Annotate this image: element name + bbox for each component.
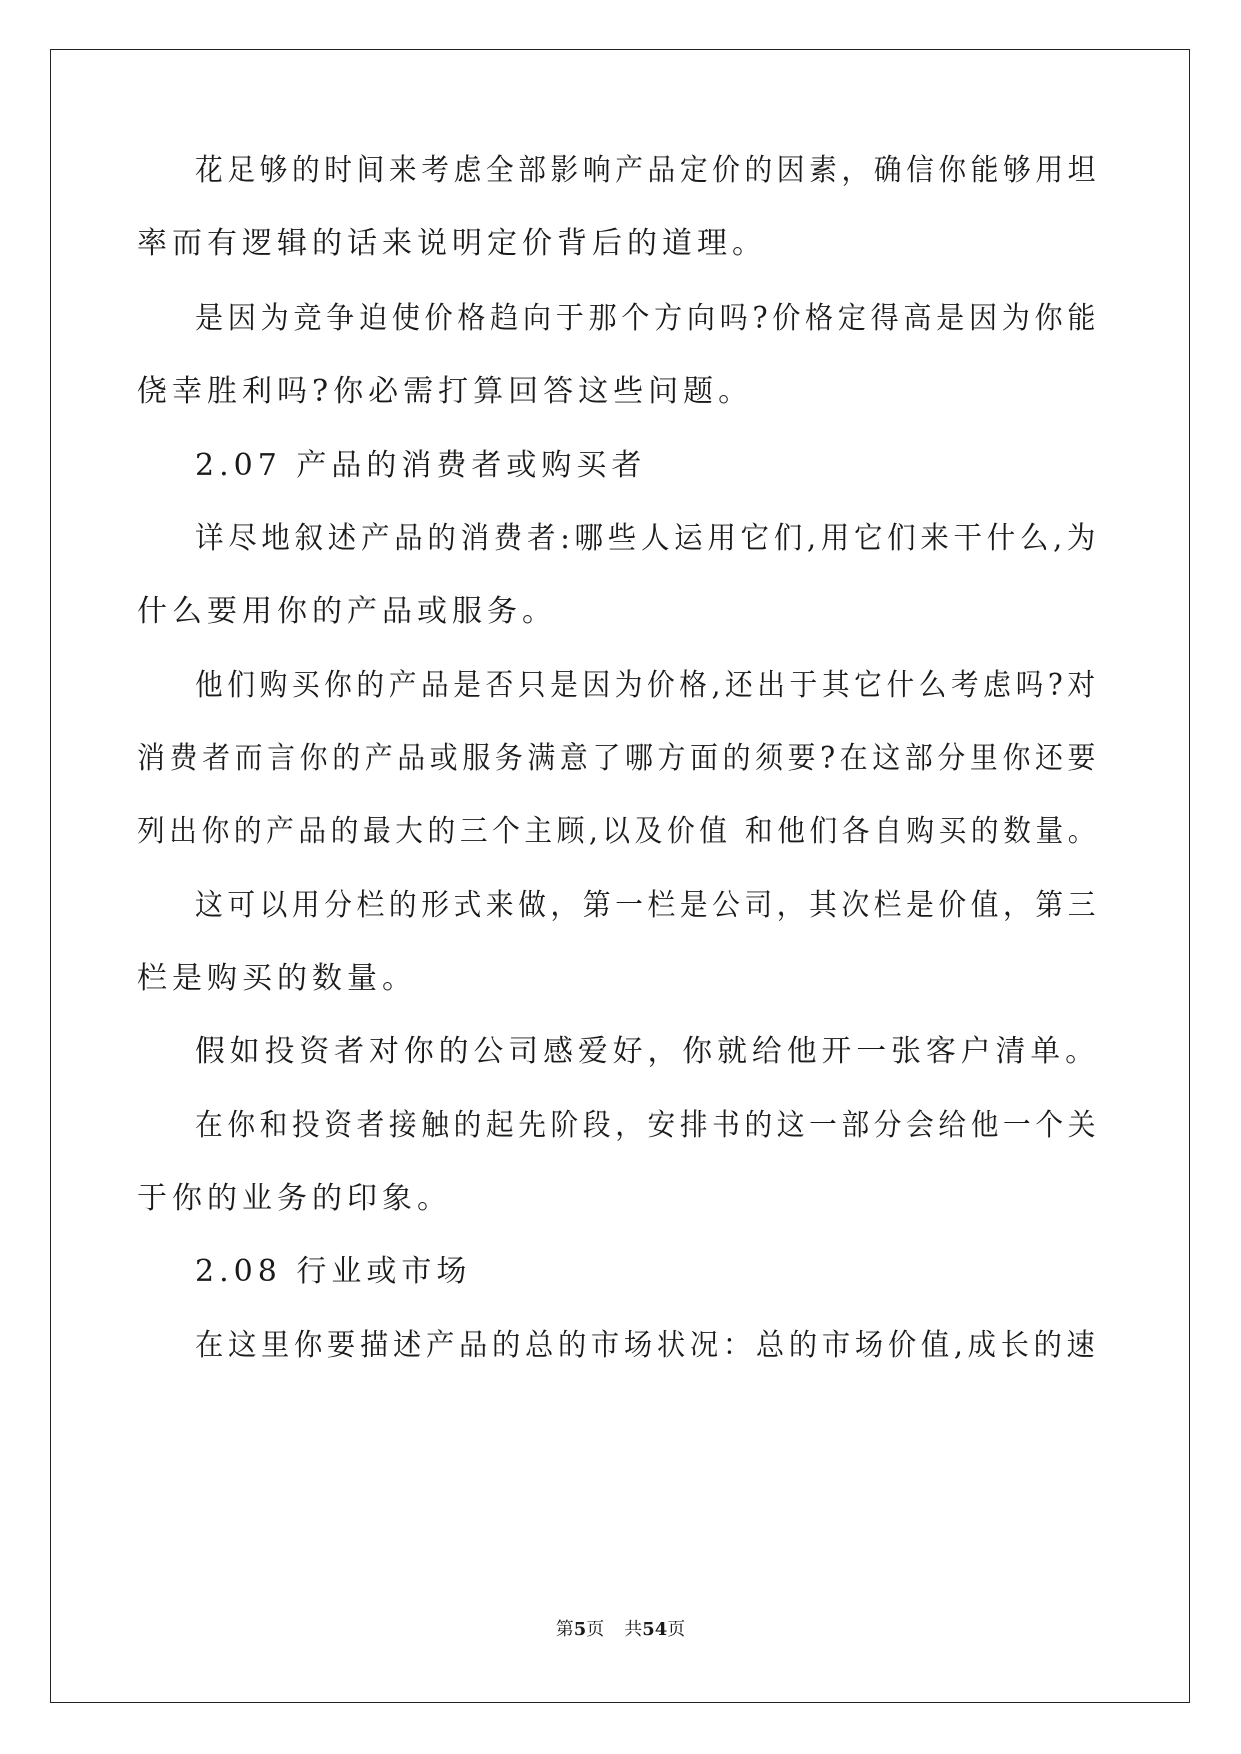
paragraph-line: 于你的业务的印象。 xyxy=(137,1181,452,1216)
page-suffix: 页 xyxy=(586,1619,605,1640)
paragraph-line: 消费者而言你的产品或服务满意了哪方面的须要?在这部分里你还要 xyxy=(137,741,1101,776)
total-suffix: 页 xyxy=(667,1619,686,1640)
paragraph-line: 花足够的时间来考虑全部影响产品定价的因素，确信你能够用坦 xyxy=(195,153,1101,188)
paragraph-line: 详尽地叙述产品的消费者:哪些人运用它们,用它们来干什么,为 xyxy=(195,521,1101,556)
paragraph-line: 在你和投资者接触的起先阶段，安排书的这一部分会给他一个关 xyxy=(195,1108,1101,1143)
page-number: 5 xyxy=(573,1619,587,1640)
page-footer xyxy=(0,1618,1241,1642)
paragraph-line: 他们购买你的产品是否只是因为价格,还出于其它什么考虑吗?对 xyxy=(195,668,1100,703)
paragraph-line: 这可以用分栏的形式来做，第一栏是公司，其次栏是价值，第三 xyxy=(195,888,1101,923)
section-heading: 2.07 产品的消费者或购买者 xyxy=(195,448,647,483)
paragraph-line: 侥幸胜利吗?你必需打算回答这些问题。 xyxy=(137,374,754,409)
total-pages: 54 xyxy=(642,1619,668,1640)
paragraph-line: 在这里你要描述产品的总的市场状况：总的市场价值,成长的速 xyxy=(195,1328,1100,1363)
paragraph-line: 列出你的产品的最大的三个主顾,以及价值 和他们各自购买的数量。 xyxy=(137,814,1101,849)
total-prefix: 共 xyxy=(624,1619,643,1640)
paragraph-line: 假如投资者对你的公司感爱好，你就给他开一张客户清单。 xyxy=(195,1034,1100,1069)
page-border xyxy=(50,49,1190,1703)
page-prefix: 第 xyxy=(555,1619,574,1640)
paragraph-line: 率而有逻辑的话来说明定价背后的道理。 xyxy=(137,226,767,261)
paragraph-line: 是因为竞争迫使价格趋向于那个方向吗?价格定得高是因为你能 xyxy=(195,301,1101,336)
paragraph-line: 什么要用你的产品或服务。 xyxy=(137,594,557,629)
section-heading: 2.08 行业或市场 xyxy=(195,1254,472,1289)
paragraph-line: 栏是购买的数量。 xyxy=(137,961,417,996)
